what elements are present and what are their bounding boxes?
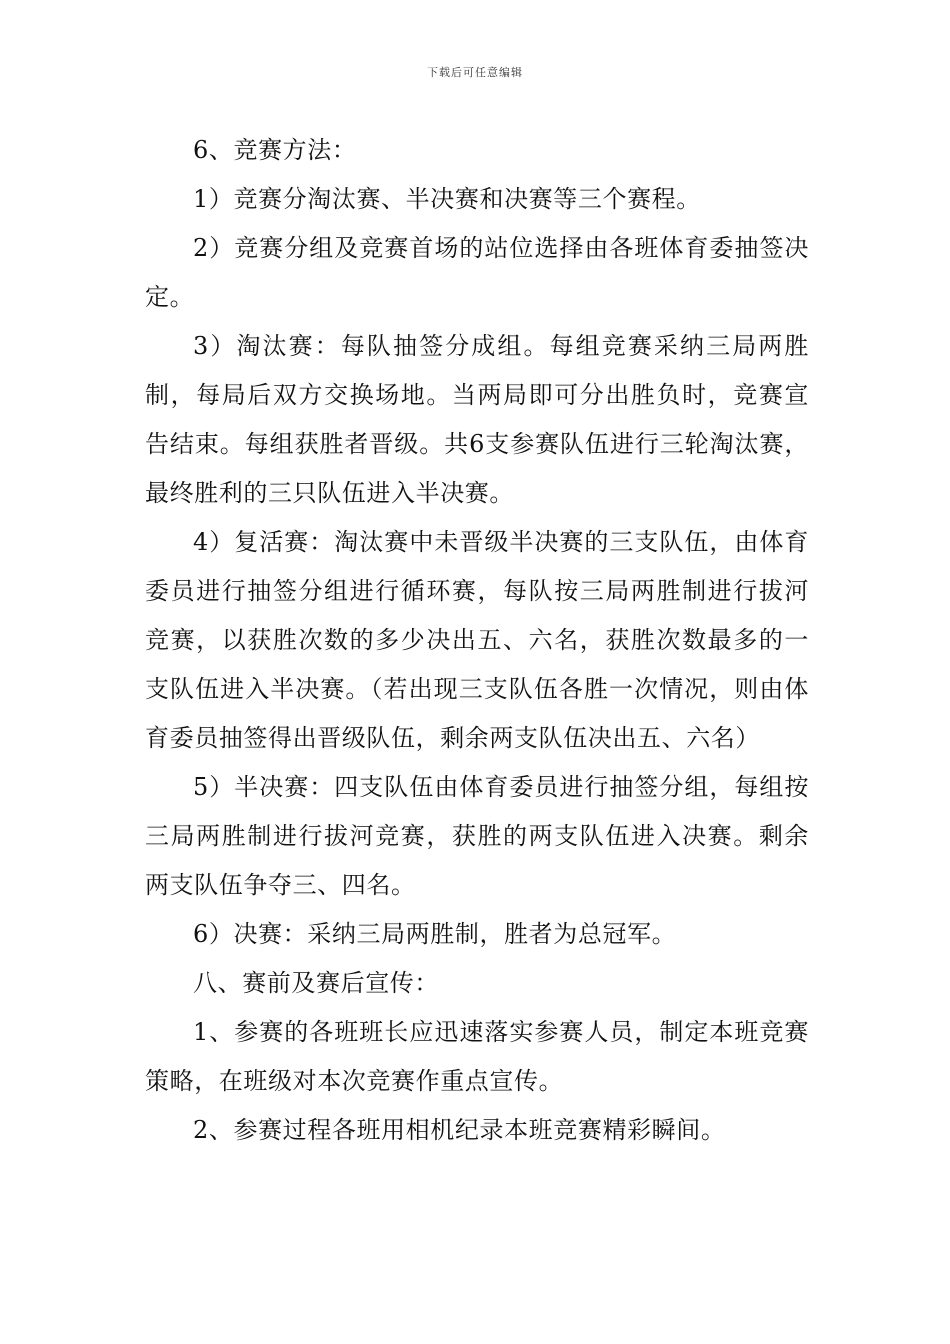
paragraph-rule-2: 2）竞赛分组及竞赛首场的站位选择由各班体育委抽签决定。 [145,234,809,311]
paragraph-rule-6-final: 6）决赛：采纳三局两胜制，胜者为总冠军。 [193,920,677,948]
paragraph-rule-1: 1）竞赛分淘汰赛、半决赛和决赛等三个赛程。 [193,185,701,213]
section-heading-competition-method: 6、竞赛方法： [193,136,357,164]
paragraph-rule-3-elimination: 3）淘汰赛：每队抽签分成组。每组竞赛采纳三局两胜制，每局后双方交换场地。当两局即可分出胜负时，竞赛宣告结束。每组获胜者晋级。共6支参赛队伍进行三轮淘汰赛，最终胜利的三只队伍进入半决赛。 [145,332,809,507]
paragraph-publicity-2: 2、参赛过程各班用相机纪录本班竞赛精彩瞬间。 [193,1116,726,1144]
document-body [145,126,809,1155]
paragraph-rule-5-semifinal: 5）半决赛：四支队伍由体育委员进行抽签分组，每组按三局两胜制进行拔河竞赛，获胜的两支队伍进入决赛。剩余两支队伍争夺三、四名。 [145,773,809,899]
page-header: 下载后可任意编辑 [427,66,523,79]
paragraph-rule-4-repechage: 4）复活赛：淘汰赛中未晋级半决赛的三支队伍，由体育委员进行抽签分组进行循环赛，每队按三局两胜制进行拔河竞赛，以获胜次数的多少决出五、六名，获胜次数最多的一支队伍进入半决赛。（若出现三支队伍各胜一次情况，则由体育委员抽签得出晋级队伍，剩余两支队伍决出五、六名） [145,528,809,752]
section-heading-publicity: 八、赛前及赛后宣传： [193,969,439,997]
paragraph-publicity-1: 1、参赛的各班班长应迅速落实参赛人员，制定本班竞赛策略，在班级对本次竞赛作重点宣传。 [145,1018,809,1095]
